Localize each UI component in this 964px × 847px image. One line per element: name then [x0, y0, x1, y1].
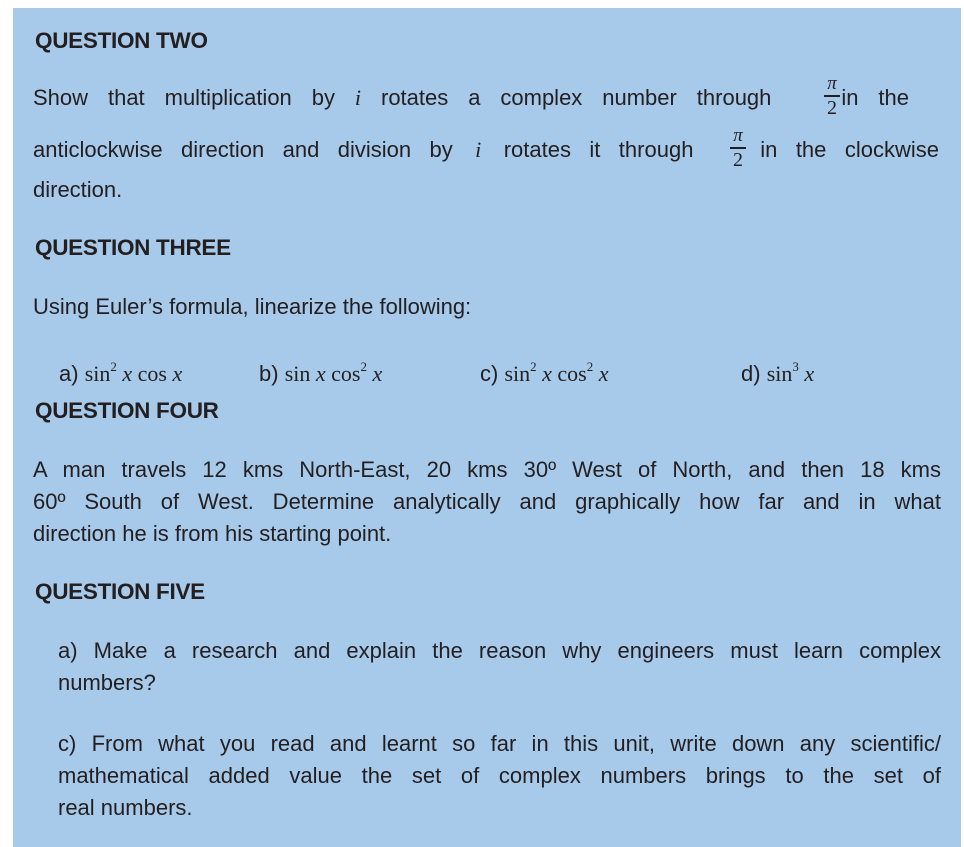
q5a-line-2: numbers?	[58, 670, 156, 695]
item-expression: sin x $\cos^2 x$	[284, 359, 383, 386]
q5c-line-3: real numbers.	[58, 795, 193, 820]
q5a-line-1: a) Make a research and explain the reason why engineers must learn complex	[58, 638, 941, 663]
fraction-pi-over-2-first	[821, 74, 843, 118]
q2-line1-text-mid: rotates a complex number through	[381, 85, 772, 110]
item-expression: $\sin^2 x$ cos x	[84, 359, 183, 386]
question-five-part-c	[58, 728, 941, 824]
q2-line1-text-start: Show that multiplication by	[33, 85, 335, 110]
question-four-heading: QUESTION FOUR	[35, 398, 219, 423]
item-expression: $\sin^3 x$	[766, 359, 815, 386]
q2-line2-text-mid: rotates it through	[503, 137, 694, 162]
q2-line2-text-end: in the clockwise	[760, 137, 939, 162]
document-panel	[13, 8, 961, 847]
question-three-heading: QUESTION THREE	[35, 235, 231, 260]
q5c-line-1: c) From what you read and learnt so far in this unit, write down any scientific/	[58, 731, 941, 756]
fraction-denominator-2: 2	[827, 96, 837, 119]
imaginary-unit-i: i	[354, 85, 362, 110]
fraction-numerator-pi: π	[733, 125, 743, 146]
q2-line1-text-end: in the	[841, 85, 909, 110]
question-three-intro: Using Euler’s formula, linearize the following:	[33, 294, 472, 319]
fraction-pi-over-2-second	[727, 126, 749, 170]
linearize-item-b	[259, 359, 382, 387]
question-four-text	[33, 454, 941, 550]
q4-line-1: A man travels 12 kms North-East, 20 kms 30º West of North, and then 18 kms	[33, 457, 941, 482]
item-label: c)	[480, 361, 499, 386]
q5c-line-2: mathematical added value the set of complex numbers brings to the set of	[58, 763, 941, 788]
question-two-line-2	[33, 135, 939, 165]
imaginary-unit-i-2: i	[475, 137, 482, 162]
fraction-numerator-pi: π	[827, 73, 837, 94]
q2-line2-text-start: anticlockwise direction and division by	[33, 137, 453, 162]
question-five-part-a	[58, 635, 941, 699]
question-two-line-3: direction.	[33, 177, 123, 202]
item-label: a)	[59, 361, 79, 386]
linearize-item-a	[59, 359, 182, 387]
item-expression: $\sin^2 x$ $\cos^2 x$	[504, 359, 609, 386]
linearize-item-c	[480, 359, 609, 387]
item-label: b)	[259, 361, 279, 386]
linearize-item-d	[741, 359, 814, 387]
question-two-line-1	[33, 83, 909, 113]
item-label: d)	[741, 361, 761, 386]
q4-line-3: direction he is from his starting point.	[33, 521, 392, 546]
q4-line-2: 60º South of West. Determine analytically and graphically how far and in what	[33, 489, 941, 514]
question-five-heading: QUESTION FIVE	[35, 579, 205, 604]
fraction-denominator-2: 2	[733, 148, 743, 171]
question-two-heading: QUESTION TWO	[35, 28, 208, 53]
